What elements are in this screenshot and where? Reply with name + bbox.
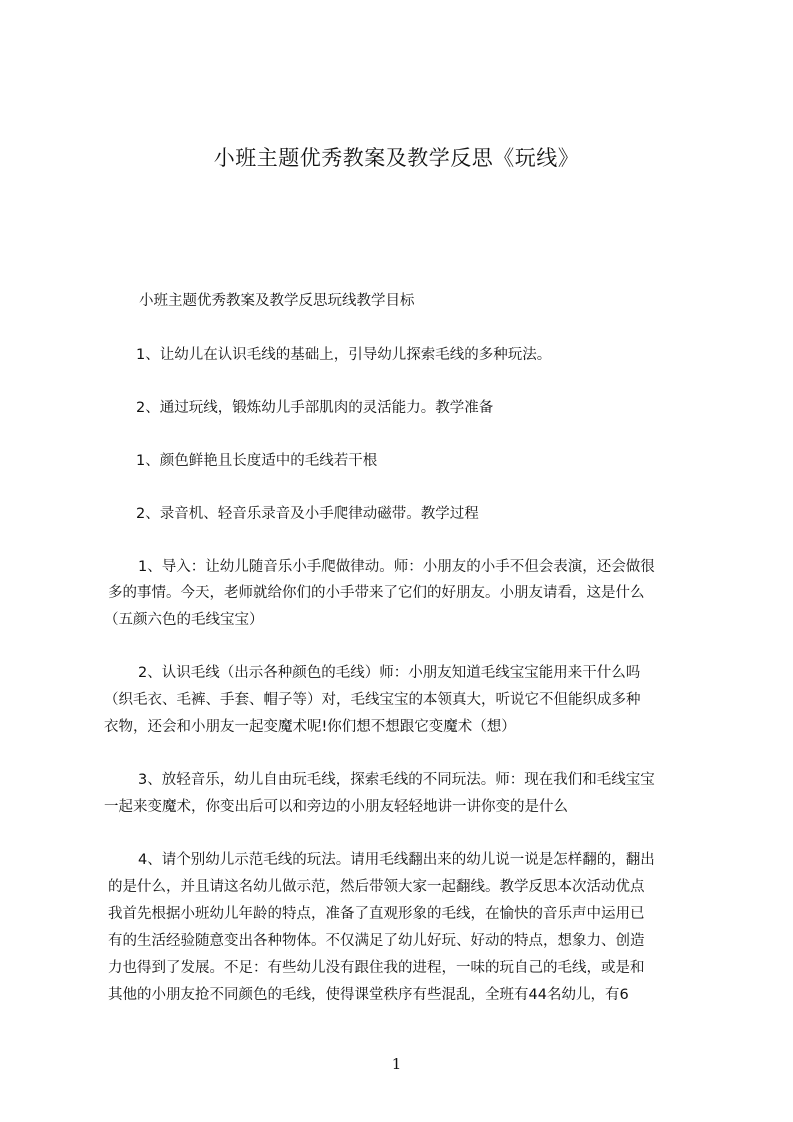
text-line: 其他的小朋友抢不同颜色的毛线，使得课堂秩序有些混乱，全班有44名幼儿，有6: [108, 987, 629, 1003]
text-line: 1、颜色鲜艳且长度适中的毛线若干根: [136, 453, 378, 469]
text-line: 2、认识毛线（出示各种颜色的毛线）师：小朋友知道毛线宝宝能用来干什么吗: [138, 665, 641, 681]
text-line: 有的生活经验随意变出各种物体。不仅满足了幼儿好玩、好动的特点，想象力、创造: [108, 933, 645, 949]
text-line: （五颜六色的毛线宝宝）: [104, 612, 264, 628]
text-line: 一起来变魔术，你变出后可以和旁边的小朋友轻轻地讲一讲你变的是什么: [104, 799, 568, 815]
text-line: 多的事情。今天，老师就给你们的小手带来了它们的好朋友。小朋友请看，这是什么: [108, 585, 645, 601]
text-line: 2、录音机、轻音乐录音及小手爬律动磁带。教学过程: [136, 506, 479, 522]
text-line: 的是什么，并且请这名幼儿做示范，然后带领大家一起翻线。教学反思本次活动优点: [108, 879, 645, 895]
document-title: 小班主题优秀教案及教学反思《玩线》: [213, 146, 580, 170]
text-line: 力也得到了发展。不足：有些幼儿没有跟住我的进程，一味的玩自己的毛线，或是和: [108, 960, 645, 976]
text-line: 1、导入：让幼儿随音乐小手爬做律动。师：小朋友的小手不但会表演，还会做很: [138, 559, 655, 575]
text-line: 小班主题优秀教案及教学反思玩线教学目标: [139, 293, 415, 309]
text-line: 4、请个别幼儿示范毛线的玩法。请用毛线翻出来的幼儿说一说是怎样翻的，翻出: [138, 852, 655, 868]
text-line: 2、通过玩线，锻炼幼儿手部肌肉的灵活能力。教学准备: [136, 400, 494, 416]
text-line: （织毛衣、毛裤、手套、帽子等）对，毛线宝宝的本领真大，听说它不但能织成多种: [104, 692, 641, 708]
text-line: 我首先根据小班幼儿年龄的特点，准备了直观形象的毛线，在愉快的音乐声中运用已: [108, 906, 645, 922]
page-number: 1: [391, 1055, 402, 1073]
text-line: 3、放轻音乐，幼儿自由玩毛线，探索毛线的不同玩法。师：现在我们和毛线宝宝: [138, 772, 655, 788]
text-line: 1、让幼儿在认识毛线的基础上，引导幼儿探索毛线的多种玩法。: [136, 347, 552, 363]
text-line: 衣物，还会和小朋友一起变魔术呢!你们想不想跟它变魔术（想）: [104, 719, 516, 735]
